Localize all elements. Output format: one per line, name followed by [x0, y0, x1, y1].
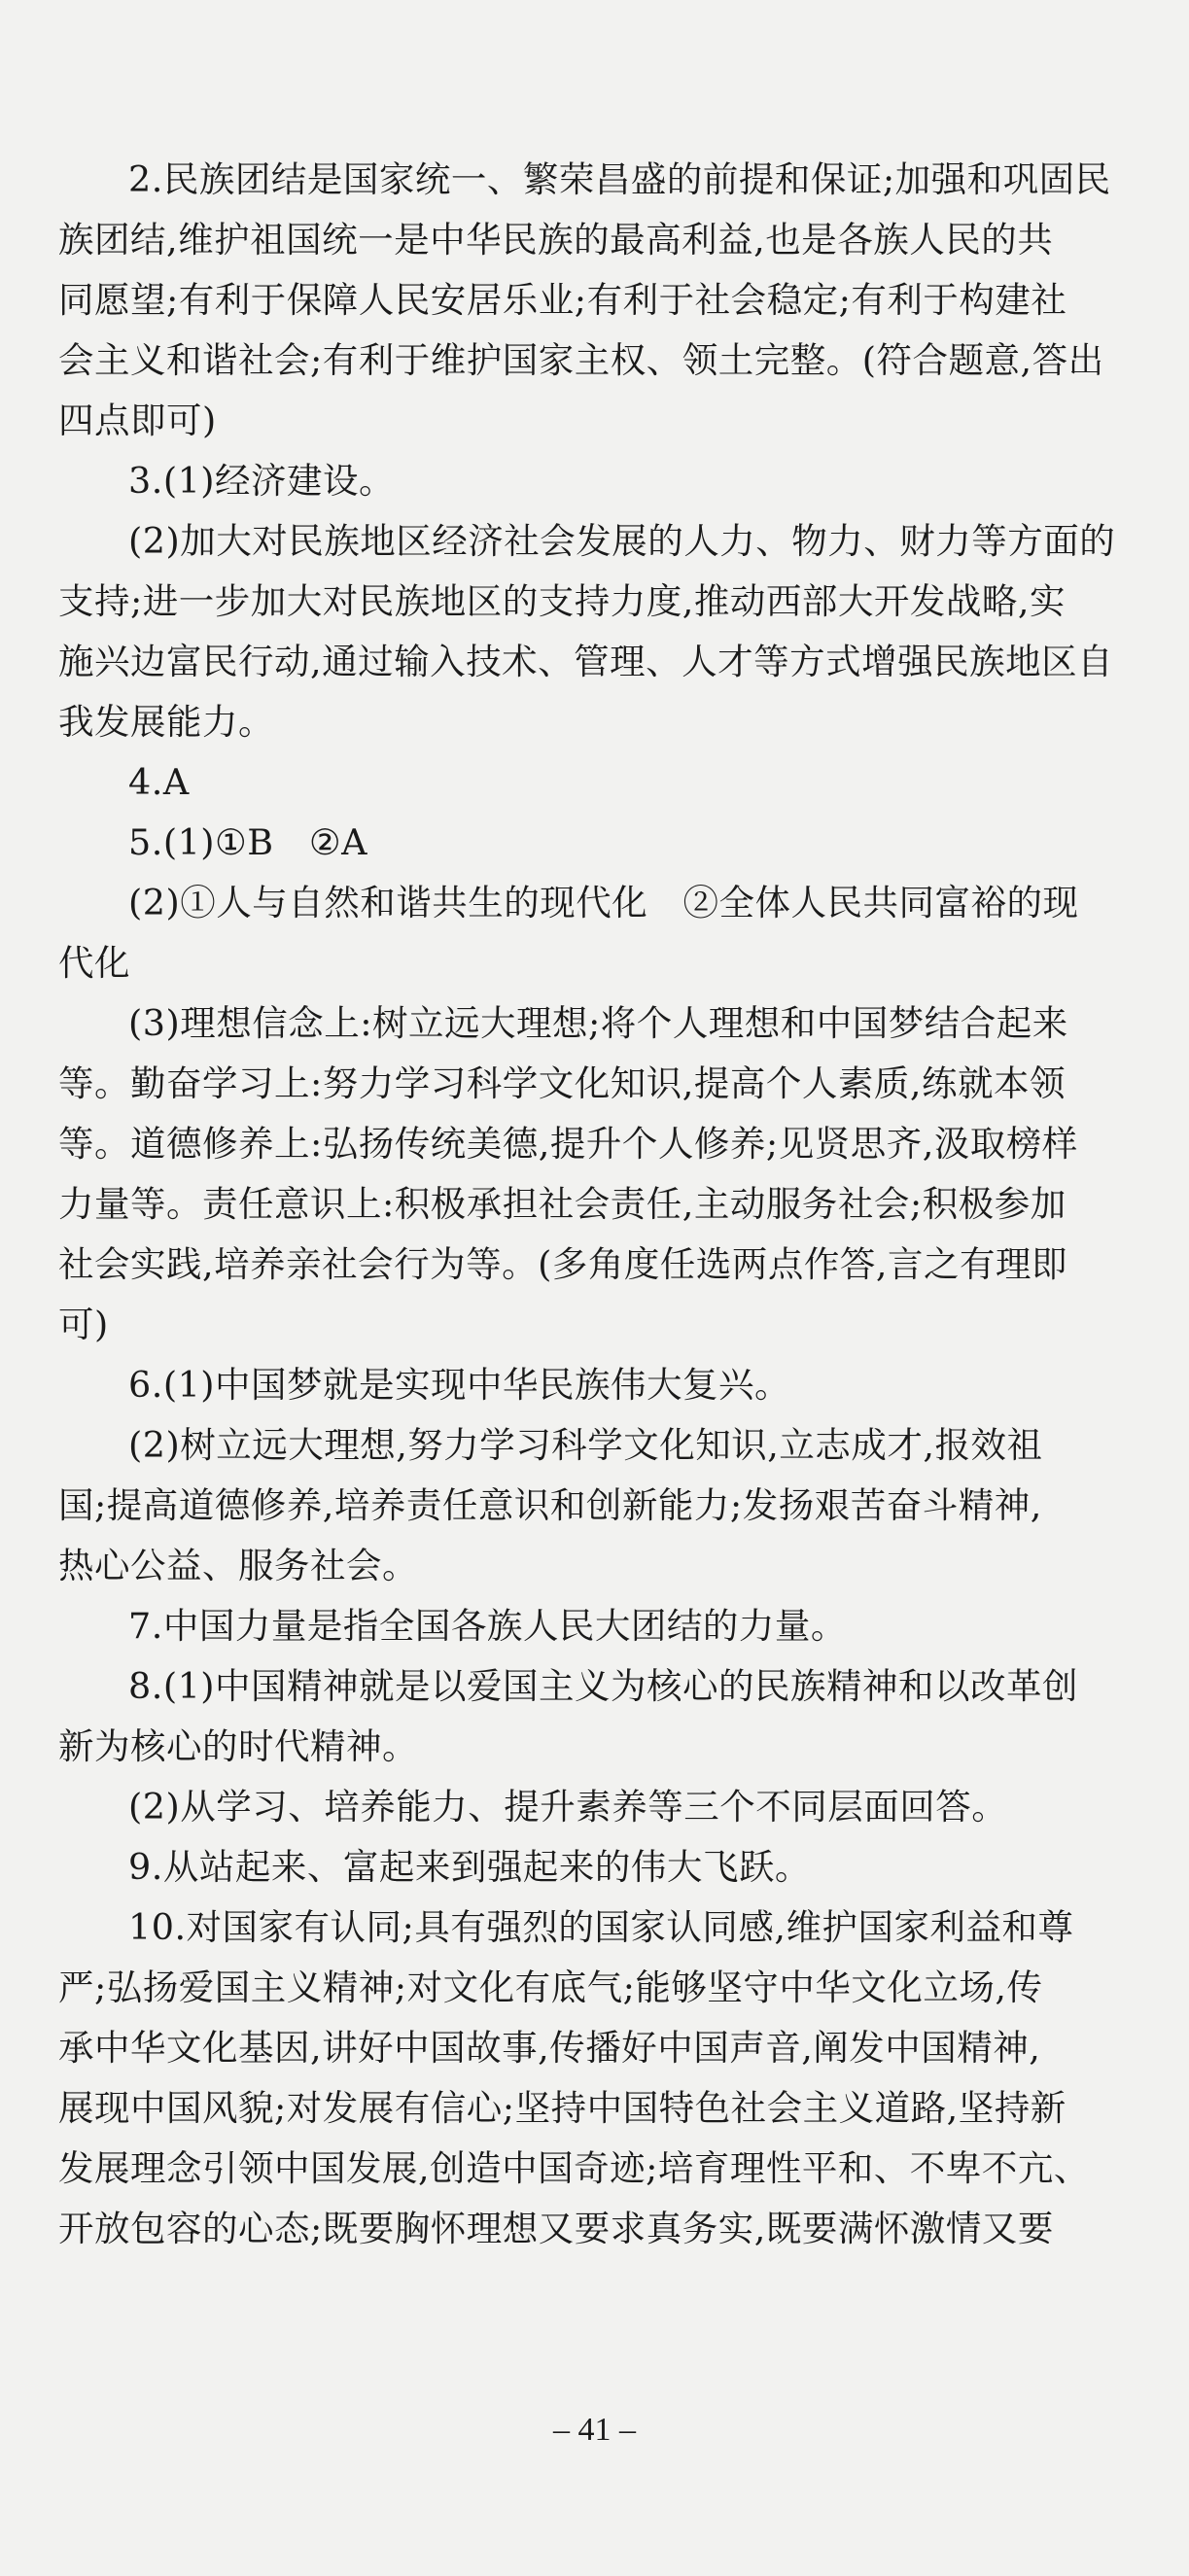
text-line: 等。道德修养上:弘扬传统美德,提升个人修养;见贤思齐,汲取榜样 [58, 1123, 1078, 1165]
text-line: 3.(1)经济建设。 [128, 460, 396, 502]
text-line: 同愿望;有利于保障人民安居乐业;有利于社会稳定;有利于构建社 [58, 279, 1067, 321]
text-line: 6.(1)中国梦就是实现中华民族伟大复兴。 [128, 1364, 791, 1406]
text-line: 9.从站起来、富起来到强起来的伟大飞跃。 [128, 1846, 811, 1888]
text-line: 国;提高道德修养,培养责任意识和创新能力;发扬艰苦奋斗精神, [58, 1484, 1042, 1526]
text-line: 5.(1)①B ②A [128, 821, 367, 863]
text-line: 可) [58, 1304, 109, 1345]
text-line: 我发展能力。 [58, 701, 274, 743]
text-line: 发展理念引领中国发展,创造中国奇迹;培育理性平和、不卑不亢、 [58, 2147, 1090, 2189]
text-line: 新为核心的时代精神。 [58, 1725, 418, 1767]
text-line: 承中华文化基因,讲好中国故事,传播好中国声音,阐发中国精神, [58, 2027, 1041, 2069]
text-line: 支持;进一步加大对民族地区的支持力度,推动西部大开发战略,实 [58, 580, 1067, 622]
text-line: 社会实践,培养亲社会行为等。(多角度任选两点作答,言之有理即 [58, 1243, 1067, 1285]
text-line: 开放包容的心态;既要胸怀理想又要求真务实,既要满怀激情又要 [58, 2208, 1054, 2249]
text-line: 族团结,维护祖国统一是中华民族的最高利益,也是各族人民的共 [58, 219, 1054, 261]
text-line: (2)加大对民族地区经济社会发展的人力、物力、财力等方面的 [128, 520, 1116, 562]
text-line: 会主义和谐社会;有利于维护国家主权、领土完整。(符合题意,答出 [58, 339, 1104, 381]
text-line: 2.民族团结是国家统一、繁荣昌盛的前提和保证;加强和巩固民 [128, 158, 1111, 200]
text-line: 严;弘扬爱国主义精神;对文化有底气;能够坚守中华文化立场,传 [58, 1967, 1043, 2008]
text-line: 10.对国家有认同;具有强烈的国家认同感,维护国家利益和尊 [128, 1906, 1074, 1948]
text-line: 施兴边富民行动,通过输入技术、管理、人才等方式增强民族地区自 [58, 641, 1114, 682]
text-line: 等。勤奋学习上:努力学习科学文化知识,提高个人素质,练就本领 [58, 1062, 1067, 1104]
text-line: 8.(1)中国精神就是以爱国主义为核心的民族精神和以改革创 [128, 1665, 1079, 1707]
text-line: (3)理想信念上:树立远大理想;将个人理想和中国梦结合起来 [128, 1002, 1068, 1044]
text-line: (2)树立远大理想,努力学习科学文化知识,立志成才,报效祖 [128, 1424, 1043, 1466]
text-line: 展现中国风貌;对发展有信心;坚持中国特色社会主义道路,坚持新 [58, 2087, 1067, 2129]
text-line: 力量等。责任意识上:积极承担社会责任,主动服务社会;积极参加 [58, 1183, 1067, 1225]
text-line: 代化 [58, 942, 130, 984]
text-line: 7.中国力量是指全国各族人民大团结的力量。 [128, 1605, 847, 1647]
text-line: 热心公益、服务社会。 [58, 1545, 418, 1586]
text-line: 4.A [128, 761, 190, 803]
page-number: – 41 – [553, 2412, 636, 2448]
text-line: (2)①人与自然和谐共生的现代化 ②全体人民共同富裕的现 [128, 882, 1079, 923]
text-line: 四点即可) [58, 400, 217, 441]
text-line: (2)从学习、培养能力、提升素养等三个不同层面回答。 [128, 1786, 1008, 1828]
